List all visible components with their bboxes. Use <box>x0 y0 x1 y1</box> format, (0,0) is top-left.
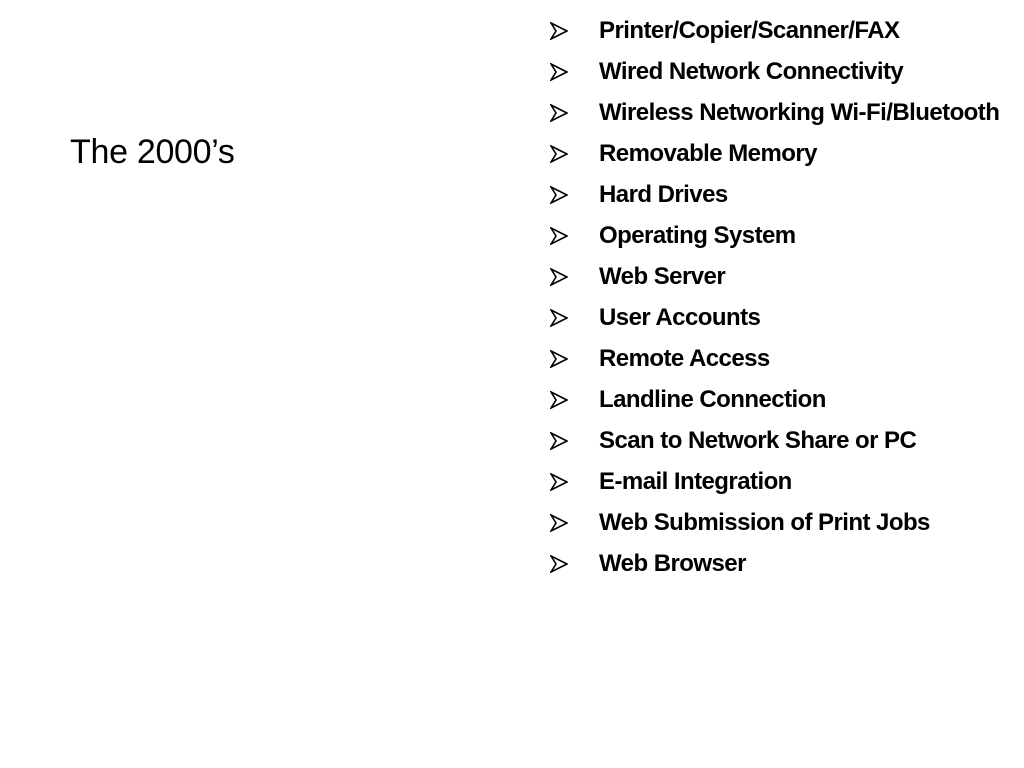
bullet-text: Operating System <box>599 222 796 249</box>
arrowhead-bullet-icon <box>550 473 568 491</box>
bullet-text: Landline Connection <box>599 386 826 413</box>
arrowhead-bullet-icon <box>550 514 568 532</box>
bullet-text: Scan to Network Share or PC <box>599 427 917 454</box>
bullet-text: Hard Drives <box>599 181 728 208</box>
arrowhead-bullet-icon <box>550 350 568 368</box>
arrowhead-bullet-icon <box>550 391 568 409</box>
arrowhead-bullet-icon <box>550 555 568 573</box>
bullet-item-8 <box>548 297 1014 338</box>
bullet-item-12 <box>548 461 1014 502</box>
bullet-item-13 <box>548 502 1014 543</box>
arrowhead-bullet-icon <box>550 104 568 122</box>
bullet-text: Web Browser <box>599 550 746 577</box>
bullet-item-5 <box>548 174 1014 215</box>
bullet-item-11 <box>548 420 1014 461</box>
bullet-text: Wired Network Connectivity <box>599 58 904 85</box>
bullet-item-4 <box>548 133 1014 174</box>
bullet-text: Remote Access <box>599 345 770 372</box>
bullet-text: Web Server <box>599 263 726 290</box>
bullet-item-6 <box>548 215 1014 256</box>
bullet-text: Wireless Networking Wi-Fi/Bluetooth <box>599 99 1000 126</box>
arrowhead-bullet-icon <box>550 186 568 204</box>
bullet-text: User Accounts <box>599 304 761 331</box>
bullet-item-9 <box>548 338 1014 379</box>
bullet-item-10 <box>548 379 1014 420</box>
bullet-text: Web Submission of Print Jobs <box>599 509 930 536</box>
arrowhead-bullet-icon <box>550 432 568 450</box>
bullet-item-3 <box>548 92 1014 133</box>
bullet-text: Printer/Copier/Scanner/FAX <box>599 17 900 44</box>
arrowhead-bullet-icon <box>550 22 568 40</box>
arrowhead-bullet-icon <box>550 63 568 81</box>
arrowhead-bullet-icon <box>550 309 568 327</box>
arrowhead-bullet-icon <box>550 227 568 245</box>
arrowhead-bullet-icon <box>550 268 568 286</box>
arrowhead-bullet-icon <box>550 145 568 163</box>
feature-bullet-list <box>548 10 1014 584</box>
bullet-item-2 <box>548 51 1014 92</box>
bullet-item-7 <box>548 256 1014 297</box>
bullet-text: E-mail Integration <box>599 468 792 495</box>
bullet-item-1 <box>548 10 1014 51</box>
slide-title: The 2000’s <box>70 133 235 171</box>
bullet-item-14 <box>548 543 1014 584</box>
bullet-text: Removable Memory <box>599 140 817 167</box>
